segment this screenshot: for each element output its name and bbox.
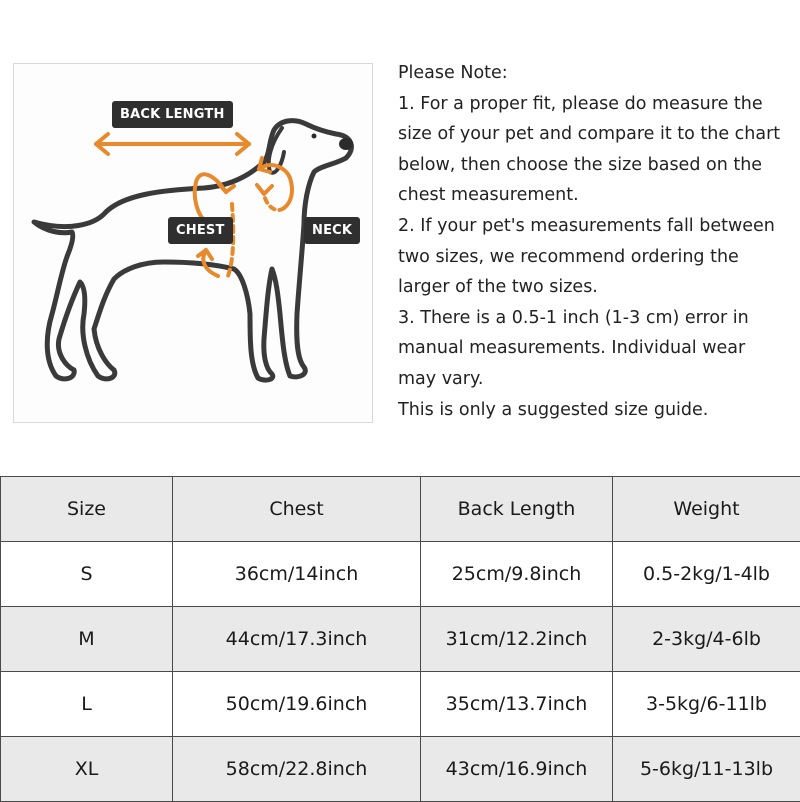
header-size: Size: [1, 477, 173, 542]
notes-line: 3. There is a 0.5-1 inch (1-3 cm) error in: [398, 303, 793, 334]
cell-back-length: 43cm/16.9inch: [421, 737, 613, 802]
cell-chest: 44cm/17.3inch: [173, 607, 421, 672]
cell-weight: 0.5-2kg/1-4lb: [613, 542, 800, 607]
size-guide-notes: [398, 58, 793, 425]
back-length-label: BACK LENGTH: [112, 101, 233, 128]
dog-outline: [34, 121, 351, 380]
notes-line: may vary.: [398, 364, 793, 395]
notes-line: larger of the two sizes.: [398, 272, 793, 303]
notes-line: 1. For a proper fit, please do measure the: [398, 89, 793, 120]
cell-size: L: [1, 672, 173, 737]
back-length-arrow: [96, 134, 249, 154]
notes-line: 2. If your pet's measurements fall between: [398, 211, 793, 242]
header-chest: Chest: [173, 477, 421, 542]
notes-line: chest measurement.: [398, 180, 793, 211]
cell-size: S: [1, 542, 173, 607]
cell-weight: 2-3kg/4-6lb: [613, 607, 800, 672]
notes-line: below, then choose the size based on the: [398, 150, 793, 181]
cell-back-length: 25cm/9.8inch: [421, 542, 613, 607]
cell-size: M: [1, 607, 173, 672]
notes-line: size of your pet and compare it to the chart: [398, 119, 793, 150]
table-row: [1, 672, 800, 737]
dog-measurement-diagram: [13, 63, 373, 423]
header-back-length: Back Length: [421, 477, 613, 542]
neck-label: NECK: [304, 217, 360, 244]
cell-size: XL: [1, 737, 173, 802]
notes-line: two sizes, we recommend ordering the: [398, 242, 793, 273]
cell-back-length: 31cm/12.2inch: [421, 607, 613, 672]
size-chart-table: [0, 476, 800, 802]
dog-nose: [339, 138, 353, 150]
chest-label: CHEST: [168, 217, 233, 244]
table-row: [1, 607, 800, 672]
cell-weight: 5-6kg/11-13lb: [613, 737, 800, 802]
notes-line: manual measurements. Individual wear: [398, 333, 793, 364]
cell-chest: 58cm/22.8inch: [173, 737, 421, 802]
notes-line: This is only a suggested size guide.: [398, 395, 793, 426]
table-row: [1, 542, 800, 607]
cell-weight: 3-5kg/6-11lb: [613, 672, 800, 737]
neck-measure-loop: [257, 158, 292, 210]
dog-eye: [312, 134, 317, 139]
cell-chest: 50cm/19.6inch: [173, 672, 421, 737]
cell-chest: 36cm/14inch: [173, 542, 421, 607]
table-row: [1, 737, 800, 802]
header-weight: Weight: [613, 477, 800, 542]
notes-heading: Please Note:: [398, 58, 793, 89]
cell-back-length: 35cm/13.7inch: [421, 672, 613, 737]
table-header-row: [1, 477, 800, 542]
